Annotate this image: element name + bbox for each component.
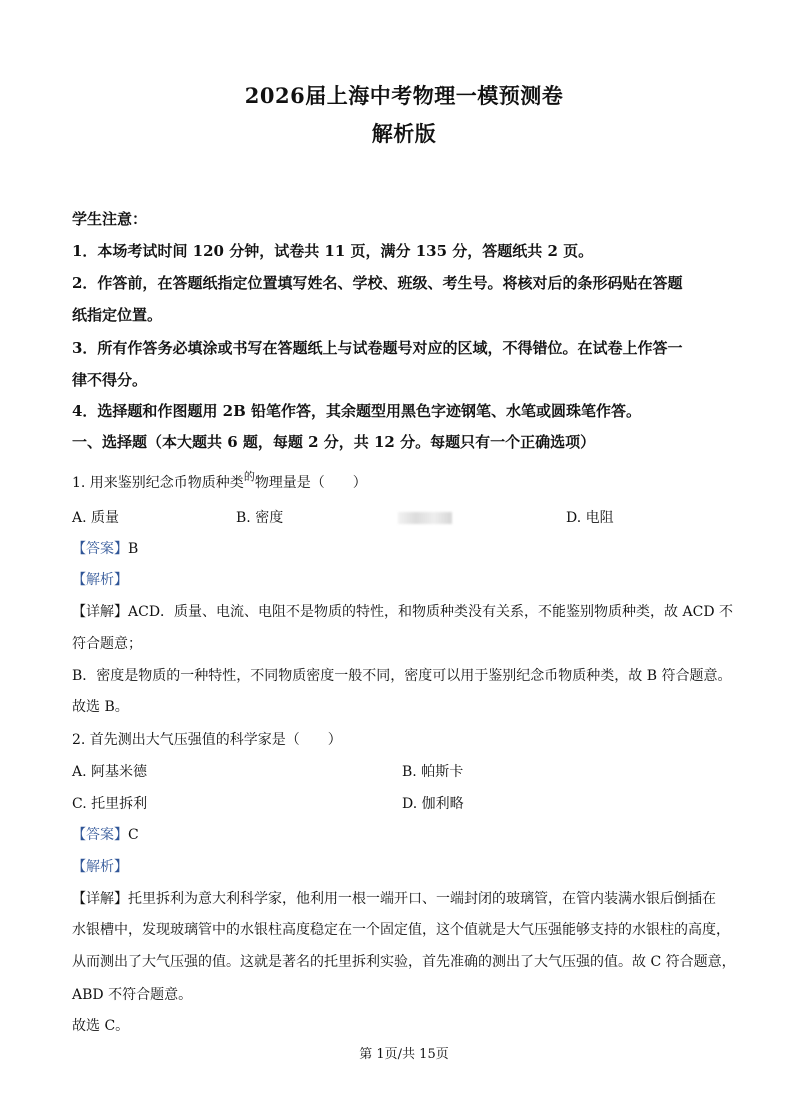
question-1-option-c-smudge xyxy=(398,512,452,524)
answer-value: C xyxy=(128,827,139,843)
notice-item-2-line-2: 纸指定位置。 xyxy=(72,306,163,324)
question-2-option-c: C. 托里拆利 xyxy=(72,796,148,812)
notice-item-2-line-1: 2．作答前，在答题纸指定位置填写姓名、学校、班级、考生号。将核对后的条形码贴在答题 xyxy=(72,274,683,292)
answer-tag: 【答案】 xyxy=(72,827,128,843)
detail-tag: 【详解】 xyxy=(72,604,128,620)
question-2-detail-line-4: ABD 不符合题意。 xyxy=(72,987,193,1003)
question-1-detail-line-2: 符合题意； xyxy=(72,636,142,652)
question-1-detail-line-1 xyxy=(72,601,733,621)
answer-value: B xyxy=(128,541,139,557)
question-1-option-d: D. 电阻 xyxy=(566,510,614,526)
detail-text: ACD．质量、电流、电阻不是物质的特性，和物质种类没有关系，不能鉴别物质种类，故 ACD 不 xyxy=(128,604,733,620)
document-title: 2026届上海中考物理一模预测卷 xyxy=(244,83,564,108)
question-1-stem-part-a: 1. 用来鉴别纪念币物质种类 xyxy=(72,475,244,491)
notice-item-1: 1．本场考试时间 120 分钟，试卷共 11 页，满分 135 分，答题纸共 2 页。 xyxy=(72,242,594,260)
question-2-stem: 2. 首先测出大气压强值的科学家是（ ） xyxy=(72,732,342,748)
notice-item-4: 4．选择题和作图题用 2B 铅笔作答，其余题型用黑色字迹钢笔、水笔或圆珠笔作答。 xyxy=(72,402,642,420)
question-2-option-a: A. 阿基米德 xyxy=(72,764,148,780)
question-1-analysis-tag: 【解析】 xyxy=(72,572,128,588)
question-1-stem xyxy=(72,472,367,492)
section-heading: 一、选择题（本大题共 6 题，每题 2 分，共 12 分。每题只有一个正确选项） xyxy=(72,433,596,451)
question-2-option-d: D. 伽利略 xyxy=(402,796,464,812)
question-1-conclusion: 故选 B。 xyxy=(72,699,129,715)
question-2-detail-line-1 xyxy=(72,888,716,908)
notice-item-3-line-2: 律不得分。 xyxy=(72,371,148,389)
question-2-answer xyxy=(72,824,139,844)
document-subtitle: 解析版 xyxy=(371,121,437,146)
question-2-detail-line-3: 从而测出了大气压强的值。这就是著名的托里拆利实验，首先准确的测出了大气压强的值。故 C 符合题意， xyxy=(72,954,736,970)
answer-tag: 【答案】 xyxy=(72,541,128,557)
question-1-stem-part-b: 物理量是（ ） xyxy=(254,475,367,491)
question-2-conclusion: 故选 C。 xyxy=(72,1018,130,1034)
detail-tag: 【详解】 xyxy=(72,891,128,907)
question-2-option-b: B. 帕斯卡 xyxy=(402,764,464,780)
question-1-option-b: B. 密度 xyxy=(236,510,284,526)
question-1-answer xyxy=(72,538,138,558)
notice-item-3-line-1: 3．所有作答务必填涂或书写在答题纸上与试卷题号对应的区域，不得错位。在试卷上作答一 xyxy=(72,339,683,357)
page-number-footer: 第 1页/共 15页 xyxy=(359,1047,449,1062)
question-1-stem-superscript: 的 xyxy=(243,470,255,483)
question-2-detail-line-2: 水银槽中，发现玻璃管中的水银柱高度稳定在一个固定值，这个值就是大气压强能够支持的水银柱的高度， xyxy=(72,922,730,938)
question-1-detail-line-3: B．密度是物质的一种特性，不同物质密度一般不同，密度可以用于鉴别纪念币物质种类，故 B 符合题意。 xyxy=(72,668,732,684)
question-2-analysis-tag: 【解析】 xyxy=(72,859,128,875)
notice-heading: 学生注意： xyxy=(72,210,148,228)
question-1-option-a: A. 质量 xyxy=(72,510,120,526)
detail-text: 托里拆利为意大利科学家，他利用一根一端开口、一端封闭的玻璃管，在管内装满水银后倒插在 xyxy=(128,891,716,907)
